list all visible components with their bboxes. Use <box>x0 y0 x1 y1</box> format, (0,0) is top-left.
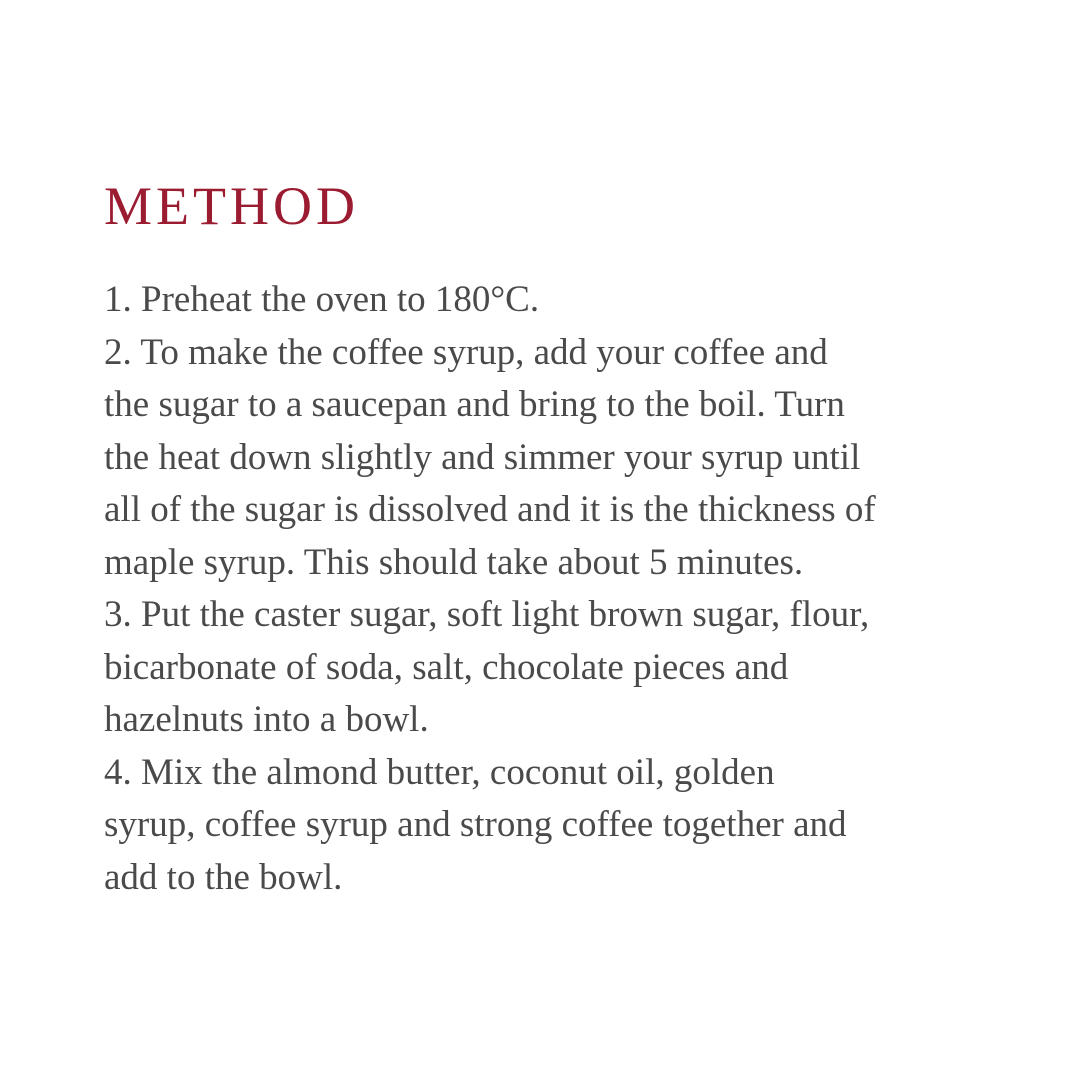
method-heading: METHOD <box>104 176 359 236</box>
step-text-line: all of the sugar is dissolved and it is the thickness of <box>104 489 876 530</box>
method-step-3 <box>104 589 984 747</box>
step-text-line: 1. Preheat the oven to 180°C. <box>104 279 540 320</box>
method-step-4 <box>104 747 984 905</box>
method-steps-list <box>104 274 984 904</box>
method-step-1 <box>104 274 984 327</box>
step-text-line: 4. Mix the almond butter, coconut oil, golden <box>104 751 775 793</box>
method-step-2 <box>104 327 984 590</box>
step-text-line: hazelnuts into a bowl. <box>104 699 429 740</box>
step-text-line: the heat down slightly and simmer your syrup until <box>104 436 861 478</box>
step-text-line: 2. To make the coffee syrup, add your coffee and <box>104 331 828 373</box>
step-text-line: 3. Put the caster sugar, soft light brown sugar, flour, <box>104 594 870 635</box>
step-text-line: the sugar to a saucepan and bring to the boil. Turn <box>104 384 845 425</box>
step-text-line: bicarbonate of soda, salt, chocolate pieces and <box>104 646 789 688</box>
step-text-line: maple syrup. This should take about 5 minutes. <box>104 541 804 583</box>
step-text-line: syrup, coffee syrup and strong coffee together and <box>104 804 847 845</box>
step-text-line: add to the bowl. <box>104 856 343 898</box>
